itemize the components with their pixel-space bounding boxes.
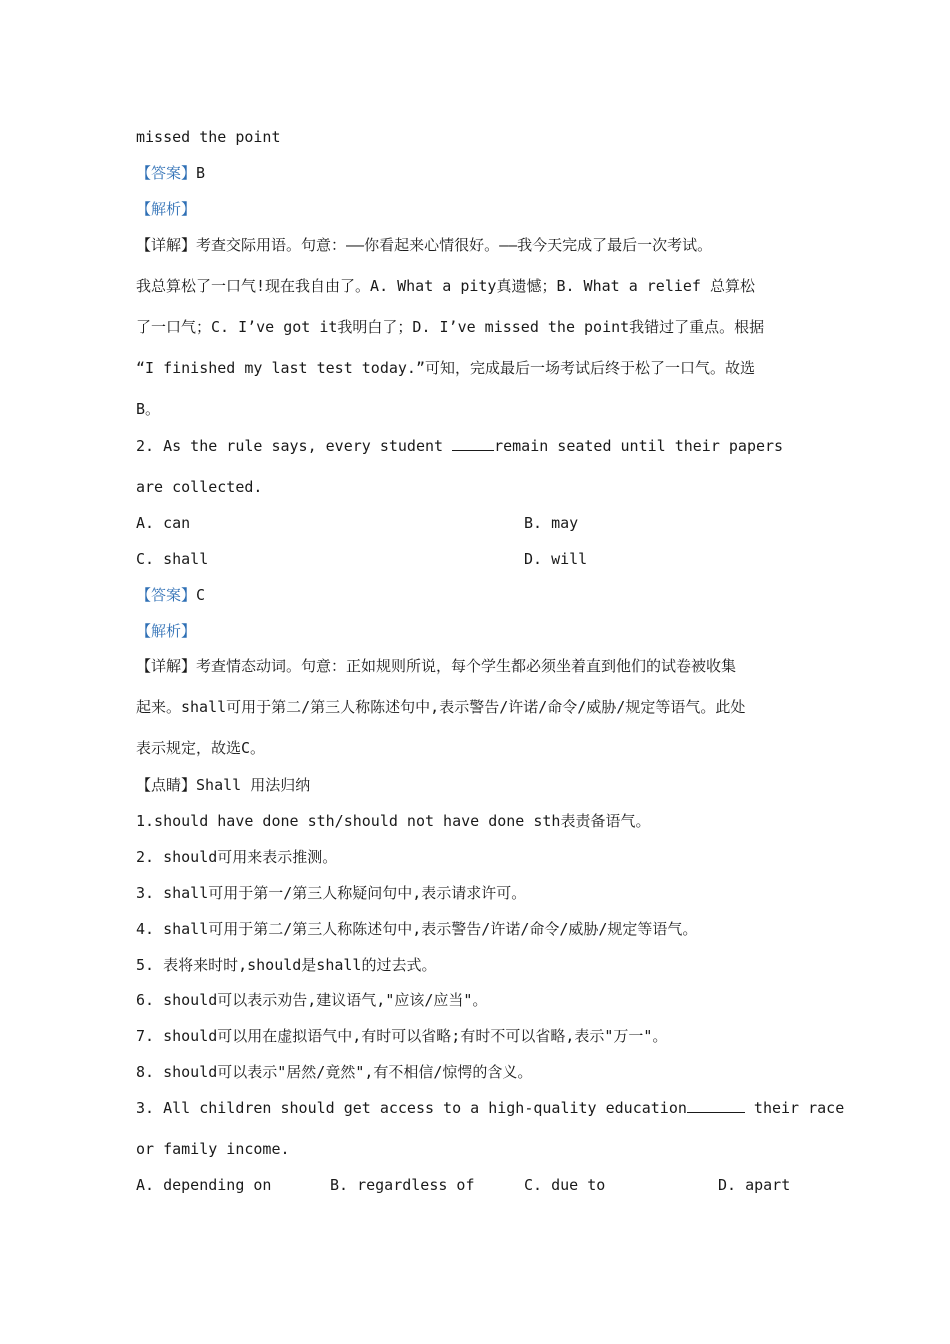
- q2-option-c: C. shall: [136, 550, 209, 568]
- tip-title-line: [136, 775, 310, 795]
- q3-option-c: C. due to: [524, 1176, 606, 1194]
- tip-item-7: 7. should可以用在虚拟语气中,有时可以省略;有时不可以省略,表示"万一"。: [136, 1027, 668, 1045]
- top-line: missed the point: [136, 128, 281, 146]
- tip-item-8: 8. should可以表示"居然/竟然",有不相信/惊愕的含义。: [136, 1063, 533, 1081]
- q3-option-b: B. regardless of: [330, 1176, 475, 1194]
- q3-option-d: D. apart: [718, 1176, 791, 1194]
- analysis-tag: 【解析】: [136, 622, 197, 640]
- q1-answer-line: [136, 163, 205, 183]
- tip-item-6: 6. should可以表示劝告,建议语气,"应该/应当"。: [136, 991, 488, 1009]
- q1-detail-line-5: B。: [136, 400, 161, 418]
- detail-tag: 【详解】: [136, 657, 197, 675]
- q2-option-a: A. can: [136, 514, 191, 532]
- q1-detail-line-3: 了一口气；C. I’ve got it我明白了；D. I’ve missed the point我错过了重点。根据: [136, 318, 765, 336]
- q3-stem-line-2: or family income.: [136, 1140, 290, 1158]
- answer-tag: 【答案】: [136, 164, 197, 182]
- tip-item-2: 2. should可用来表示推测。: [136, 848, 338, 866]
- q2-option-d: D. will: [524, 550, 588, 568]
- q2-detail-line-3: 表示规定，故选C。: [136, 739, 266, 757]
- q1-answer: B: [196, 164, 206, 182]
- tip-item-4: 4. shall可用于第二/第三人称陈述句中,表示警告/许诺/命令/威胁/规定等语气。: [136, 920, 698, 938]
- q2-option-b: B. may: [524, 514, 579, 532]
- q1-detail-line-4: “I finished my last test today.”可知，完成最后一场考试后终于松了一口气。故选: [136, 359, 755, 377]
- q3-option-a: A. depending on: [136, 1176, 272, 1194]
- q2-stem-line-2: are collected.: [136, 478, 263, 496]
- tip-title: Shall 用法归纳: [196, 776, 311, 794]
- answer-tag: 【答案】: [136, 586, 197, 604]
- detail-tag: 【详解】: [136, 236, 197, 254]
- tip-item-3: 3. shall可用于第一/第三人称疑问句中,表示请求许可。: [136, 884, 527, 902]
- q2-detail-line-2: 起来。shall可用于第二/第三人称陈述句中,表示警告/许诺/命令/威胁/规定等语气。此处: [136, 698, 746, 716]
- tip-item-5: 5. 表将来时时,should是shall的过去式。: [136, 956, 437, 974]
- tip-item-1: 1.should have done sth/should not have done sth表责备语气。: [136, 812, 651, 830]
- answer-blank: [452, 436, 494, 451]
- q1-detail-line-2: 我总算松了一口气!现在我自由了。A. What a pity真遗憾；B. What a relief 总算松: [136, 277, 755, 295]
- q2-detail-line-1: 【详解】考查情态动词。句意：正如规则所说，每个学生都必须坐着直到他们的试卷被收集: [136, 657, 737, 675]
- analysis-tag: 【解析】: [136, 200, 197, 218]
- q2-answer: C: [196, 586, 206, 604]
- q2-stem-line-1: 2. As the rule says, every student remain seated until their papers: [136, 437, 784, 455]
- tip-tag: 【点睛】: [136, 776, 197, 794]
- q2-answer-line: [136, 585, 205, 605]
- q1-detail-line-1: 【详解】考查交际用语。句意：——你看起来心情很好。——我今天完成了最后一次考试。: [136, 236, 713, 254]
- q3-stem-line-1: 3. All children should get access to a high-quality education their race: [136, 1099, 845, 1117]
- answer-blank: [687, 1098, 745, 1113]
